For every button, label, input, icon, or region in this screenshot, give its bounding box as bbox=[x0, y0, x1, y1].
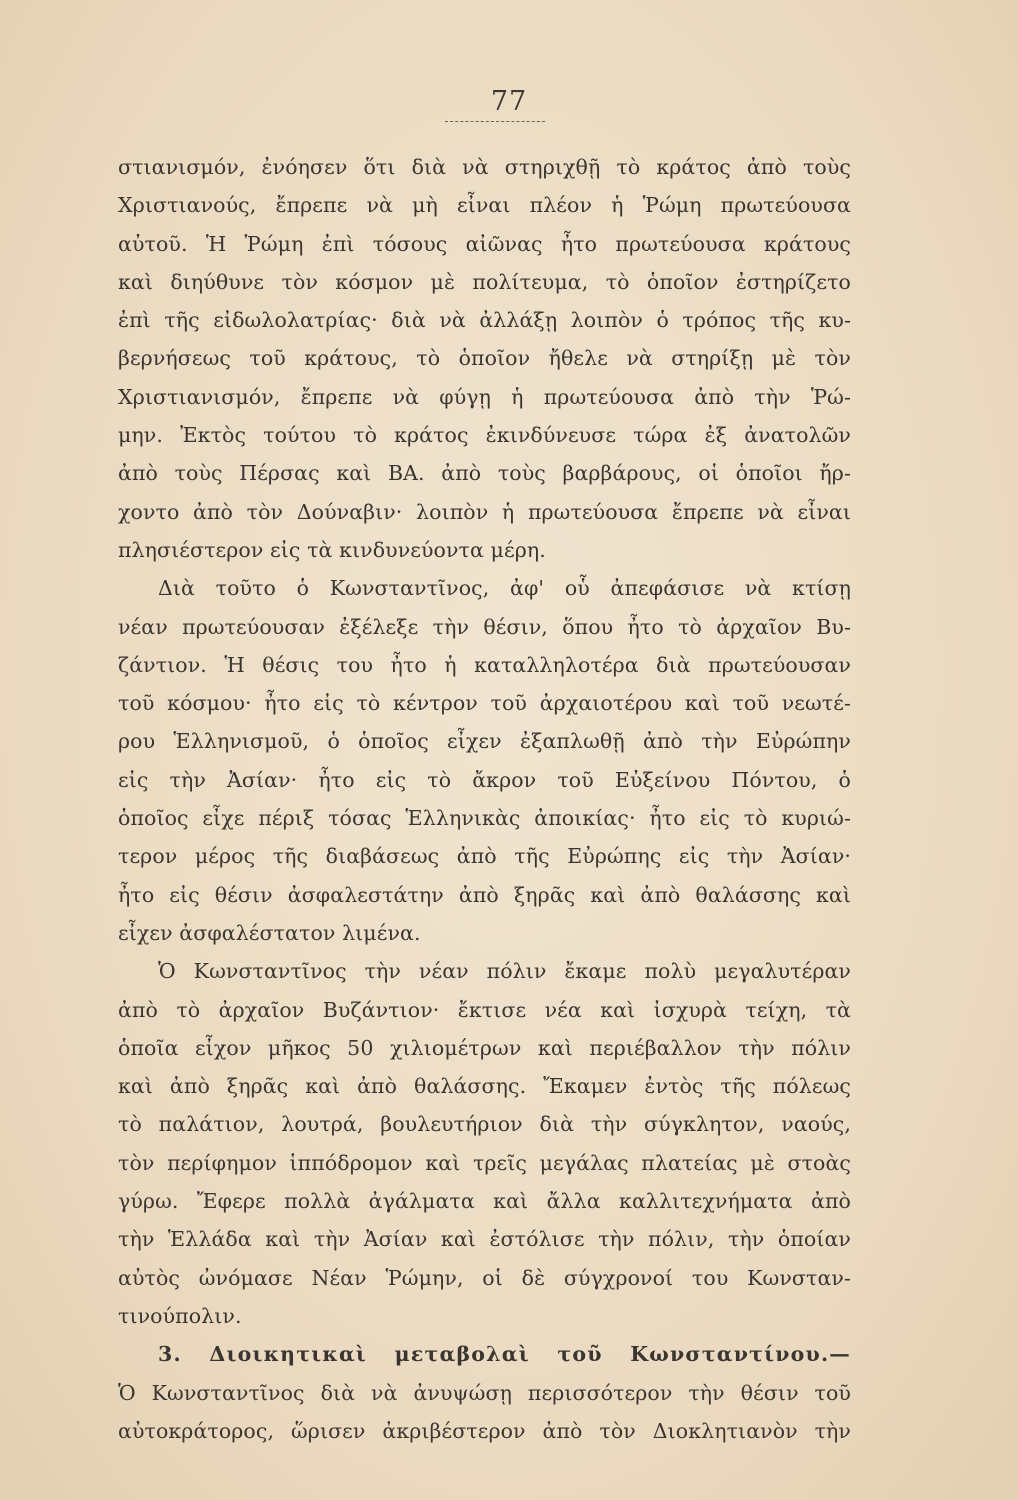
text-line: αὐτὸς ὠνόμασε Νέαν Ῥώμην, οἱ δὲ σύγχρονοί του Κωνσταν- bbox=[118, 1265, 851, 1290]
text-line: τὸν περίφημον ἱππόδρομον καὶ τρεῖς μεγάλας πλατείας μὲ στοὰς bbox=[118, 1150, 851, 1175]
text-line: γύρω. Ἔφερε πολλὰ ἀγάλματα καὶ ἄλλα καλλιτεχνήματα ἀπὸ bbox=[118, 1189, 851, 1214]
text-line: τινούπολιν. bbox=[118, 1303, 242, 1328]
page-number-rule bbox=[445, 121, 545, 122]
text-line: ζάντιον. Ἡ θέσις του ἦτο ἡ καταλληλοτέρα διὰ πρωτεύουσαν bbox=[118, 652, 851, 677]
text-line: νέαν πρωτεύουσαν ἐξέλεξε τὴν θέσιν, ὅπου ἦτο τὸ ἀρχαῖον Βυ- bbox=[118, 614, 851, 639]
text-line: τὸ παλάτιον, λουτρά, βουλευτήριον διὰ τὴν σύγκλητον, ναούς, bbox=[118, 1112, 851, 1137]
text-line: εἰς τὴν Ἀσίαν· ἦτο εἰς τὸ ἄκρον τοῦ Εὐξείνου Πόντου, ὁ bbox=[118, 767, 851, 792]
text-line: ἐπὶ τῆς εἰδωλολατρίας· διὰ νὰ ἀλλάξῃ λοιπὸν ὁ τρόπος τῆς κυ- bbox=[118, 308, 851, 333]
text-line: τοῦ κόσμου· ἦτο εἰς τὸ κέντρον τοῦ ἀρχαιοτέρου καὶ τοῦ νεωτέ- bbox=[118, 691, 851, 716]
text-line: τερον μέρος τῆς διαβάσεως ἀπὸ τῆς Εὐρώπης εἰς τὴν Ἀσίαν· bbox=[118, 844, 851, 869]
text-line: Ὁ Κωνσταντῖνος διὰ νὰ ἀνυψώσῃ περισσότερον τὴν θέσιν τοῦ bbox=[118, 1380, 851, 1405]
text-line: ἀπὸ τοὺς Πέρσας καὶ ΒΑ. ἀπὸ τοὺς βαρβάρους, οἱ ὁποῖοι ἤρ- bbox=[118, 461, 851, 486]
text-line: αὐτοῦ. Ἡ Ῥώμη ἐπὶ τόσους αἰῶνας ἦτο πρωτεύουσα κράτους bbox=[118, 231, 851, 256]
page-number: 77 bbox=[490, 86, 528, 117]
text-line: Διὰ τοῦτο ὁ Κωνσταντῖνος, ἀφ' οὗ ἀπεφάσισε νὰ κτίσῃ bbox=[158, 576, 851, 601]
text-line: Ὁ Κωνσταντῖνος τὴν νέαν πόλιν ἔκαμε πολὺ μεγαλυτέραν bbox=[158, 959, 851, 984]
text-line: βερνήσεως τοῦ κράτους, τὸ ὁποῖον ἤθελε νὰ στηρίξῃ μὲ τὸν bbox=[118, 346, 851, 371]
text-line: ἦτο εἰς θέσιν ἀσφαλεστάτην ἀπὸ ξηρᾶς καὶ ἀπὸ θαλάσσης καὶ bbox=[118, 882, 851, 907]
text-line: πλησιέστερον εἰς τὰ κινδυνεύοντα μέρη. bbox=[118, 537, 546, 562]
text-line: καὶ διηύθυνε τὸν κόσμον μὲ πολίτευμα, τὸ ὁποῖον ἐστηρίζετο bbox=[118, 269, 851, 294]
text-line: τὴν Ἑλλάδα καὶ τὴν Ἀσίαν καὶ ἐστόλισε τὴν πόλιν, τὴν ὁποίαν bbox=[118, 1227, 851, 1252]
text-line: μην. Ἐκτὸς τούτου τὸ κράτος ἐκινδύνευσε τώρα ἐξ ἀνατολῶν bbox=[118, 423, 851, 448]
text-line: ἀπὸ τὸ ἀρχαῖον Βυζάντιον· ἔκτισε νέα καὶ ἰσχυρὰ τείχη, τὰ bbox=[118, 997, 851, 1022]
text-line: στιανισμόν, ἐνόησεν ὅτι διὰ νὰ στηριχθῇ τὸ κράτος ἀπὸ τοὺς bbox=[118, 155, 851, 179]
text-line: ὁποῖος εἶχε πέριξ τόσας Ἑλληνικὰς ἀποικίας· ἦτο εἰς τὸ κυριώ- bbox=[118, 806, 851, 831]
text-line: Χριστιανούς, ἔπρεπε νὰ μὴ εἶναι πλέον ἡ Ῥώμη πρωτεύουσα bbox=[118, 193, 851, 218]
text-line: Χριστιανισμόν, ἔπρεπε νὰ φύγῃ ἡ πρωτεύουσα ἀπὸ τὴν Ῥώ- bbox=[118, 384, 851, 409]
section-heading: 3. Διοικητικαὶ μεταβολαὶ τοῦ Κωνσταντίνου.— bbox=[158, 1342, 851, 1367]
text-line: εἶχεν ἀσφαλέστατον λιμένα. bbox=[118, 920, 421, 945]
text-line: ὁποῖα εἶχον μῆκος 50 χιλιομέτρων καὶ περιέβαλλον τὴν πόλιν bbox=[118, 1035, 851, 1060]
text-line: αὐτοκράτορος, ὥρισεν ἀκριβέστερον ἀπὸ τὸν Διοκλητιανὸν τὴν bbox=[118, 1418, 851, 1443]
text-line: ρου Ἑλληνισμοῦ, ὁ ὁποῖος εἶχεν ἐξαπλωθῇ ἀπὸ τὴν Εὐρώπην bbox=[118, 729, 851, 754]
text-line: καὶ ἀπὸ ξηρᾶς καὶ ἀπὸ θαλάσσης. Ἔκαμεν ἐντὸς τῆς πόλεως bbox=[118, 1074, 851, 1099]
main-text bbox=[118, 148, 851, 1450]
text-line: χοντο ἀπὸ τὸν Δούναβιν· λοιπὸν ἡ πρωτεύουσα ἔπρεπε νὰ εἶναι bbox=[118, 499, 851, 524]
